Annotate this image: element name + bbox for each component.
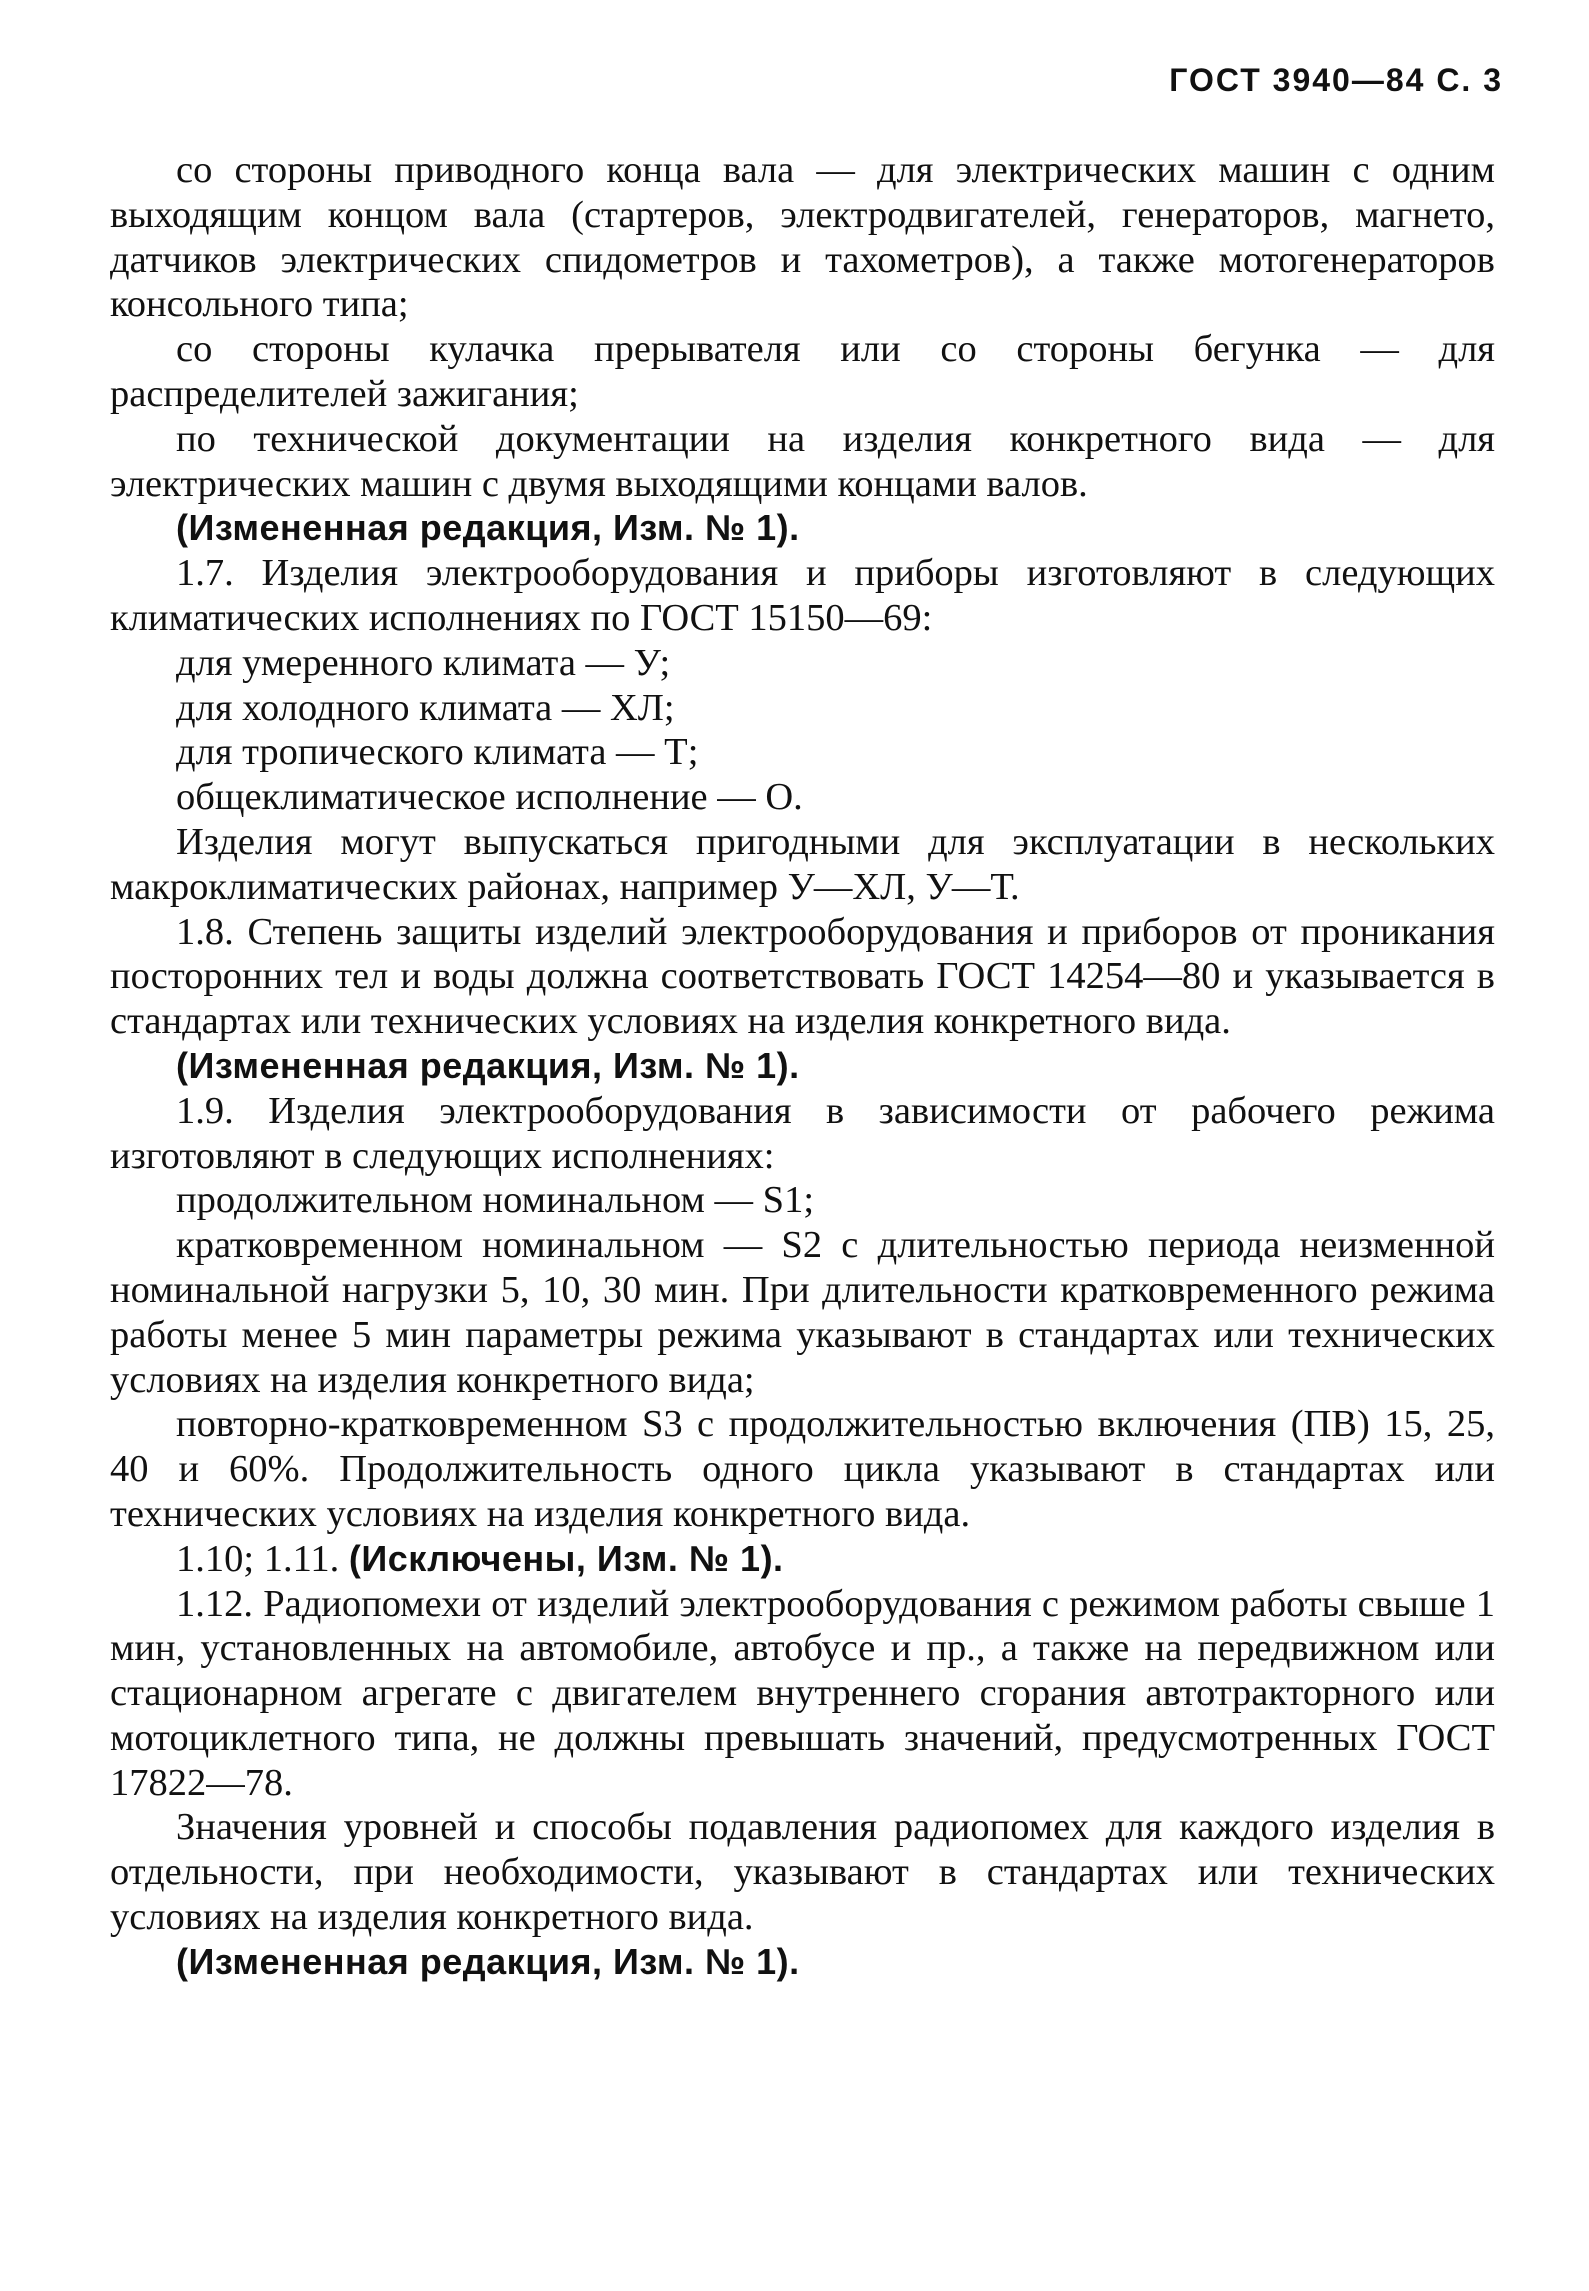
revision-note: (Измененная редакция, Изм. № 1).: [176, 1044, 800, 1086]
list-item: продолжительном номинальном — S1;: [176, 1179, 815, 1222]
revision-note: (Измененная редакция, Изм. № 1).: [176, 1940, 800, 1982]
section-number: 1.10; 1.11.: [176, 1537, 340, 1580]
page-header: ГОСТ 3940—84 С. 3: [1169, 62, 1503, 98]
list-item: повторно-кратковременном S3 с продолжительностью включения (ПВ) 15, 25, 40 и 60%. Продолжительность одного цикла указывают в стандартах или технических условиях на изделия конкретного вида.: [110, 1403, 1495, 1535]
paragraph: Значения уровней и способы подавления радиопомех для каждого изделия в отдельности, при необходимости, указывают в стандартах или технических условиях на изделия конкретного вида.: [110, 1806, 1495, 1939]
section-1-8: 1.8. Степень защиты изделий электрооборудования и приборов от проникания посторонних тел и воды должна соответствовать ГОСТ 14254—80 и указывается в стандартах или технических условиях на изделия конкретного вида.: [110, 910, 1495, 1043]
paragraph: со стороны кулачка прерывателя или со стороны бегунка — для распределителей зажигания;: [110, 328, 1495, 415]
section-1-10-1-11: [110, 1537, 1495, 1582]
paragraph: Изделия могут выпускаться пригодными для эксплуатации в нескольких макроклиматических районах, например У—ХЛ, У—Т.: [110, 820, 1495, 908]
section-1-9: 1.9. Изделия электрооборудования в зависимости от рабочего режима изготовляют в следующих исполнениях:: [110, 1089, 1495, 1177]
paragraph: со стороны приводного конца вала — для электрических машин с одним выходящим концом вала (стартеров, электродвигателей, генераторов, магнето, датчиков электрических спидометров и тахометров), а также мотогенераторов консольного типа;: [110, 149, 1495, 326]
revision-note: (Измененная редакция, Изм. № 1).: [176, 507, 800, 549]
list-item: для тропического климата — Т;: [176, 731, 699, 774]
list-item: для холодного климата — ХЛ;: [176, 686, 675, 729]
excluded-note: (Исключены, Изм. № 1).: [348, 1537, 784, 1579]
list-item: кратковременном номинальном — S2 с длительностью периода неизменной номинальной нагрузки 5, 10, 30 мин. При длительности кратковременного режима работы менее 5 мин параметры режима указывают в стандартах или технических условиях на изделия конкретного вида;: [110, 1224, 1495, 1401]
section-1-12: 1.12. Радиопомехи от изделий электрооборудования с режимом работы свыше 1 мин, установленных на автомобиле, автобусе и пр., а также на передвижном или стационарном агрегате с двигателем внутреннего сгорания автотракторного или мотоциклетного типа, не должны превышать значений, предусмотренных ГОСТ 17822—78.: [110, 1582, 1495, 1804]
list-item: для умеренного климата — У;: [176, 641, 671, 684]
section-1-7: 1.7. Изделия электрооборудования и приборы изготовляют в следующих климатических исполнениях по ГОСТ 15150—69:: [110, 552, 1495, 639]
list-item: общеклиматическое исполнение — О.: [176, 776, 803, 819]
document-body: [110, 148, 1495, 1985]
paragraph: по технической документации на изделия конкретного вида — для электрических машин с двумя выходящими концами валов.: [110, 417, 1495, 505]
